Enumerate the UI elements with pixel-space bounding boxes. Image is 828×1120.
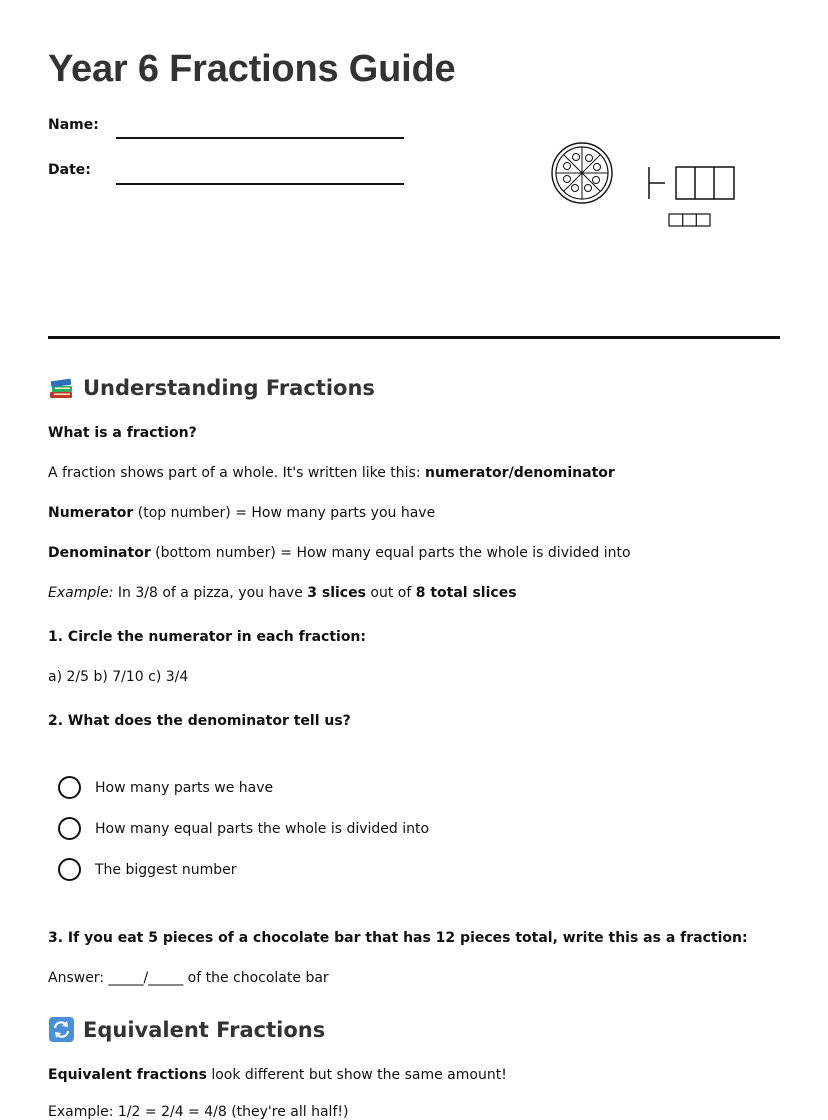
question-1: 1. Circle the numerator in each fraction: bbox=[48, 629, 367, 645]
name-field[interactable] bbox=[116, 137, 404, 139]
equivalent-example: Example: 1/2 = 2/4 = 4/8 (they're all half!) bbox=[48, 1104, 349, 1120]
q2-option-3[interactable] bbox=[58, 858, 237, 881]
equivalent-intro bbox=[48, 1067, 507, 1083]
date-label: Date: bbox=[48, 162, 91, 178]
radio-button[interactable] bbox=[58, 817, 81, 840]
denominator-definition bbox=[48, 545, 631, 561]
section-heading-text: Understanding Fractions bbox=[83, 375, 375, 400]
intro-text bbox=[48, 465, 615, 481]
page-title: Year 6 Fractions Guide bbox=[48, 48, 456, 90]
date-field[interactable] bbox=[116, 183, 404, 185]
repeat-arrows-icon bbox=[48, 1016, 75, 1043]
pizza-example bbox=[48, 585, 517, 601]
denominator-term: Denominator bbox=[48, 545, 151, 561]
q2-option-1[interactable] bbox=[58, 776, 273, 799]
option-label: How many equal parts the whole is divided into bbox=[95, 820, 430, 837]
example-bold-1: 3 slices bbox=[307, 585, 366, 601]
equivalent-term: Equivalent fractions bbox=[48, 1067, 207, 1083]
section-heading-text: Equivalent Fractions bbox=[83, 1017, 326, 1042]
example-text-1: In 3/8 of a pizza, you have bbox=[113, 585, 308, 601]
question-what-is-fraction: What is a fraction? bbox=[48, 425, 197, 441]
example-text-2: out of bbox=[365, 585, 416, 601]
section-heading-understanding bbox=[48, 374, 375, 401]
question-3: 3. If you eat 5 pieces of a chocolate bar that has 12 pieces total, write this as a fraction: bbox=[48, 930, 748, 946]
option-label: How many parts we have bbox=[95, 779, 274, 796]
name-label: Name: bbox=[48, 117, 99, 133]
chocolate-bar-illustration-icon bbox=[645, 163, 739, 231]
section-divider bbox=[48, 336, 780, 339]
numerator-definition bbox=[48, 505, 435, 521]
question-1-items: a) 2/5 b) 7/10 c) 3/4 bbox=[48, 669, 189, 685]
q2-option-2[interactable] bbox=[58, 817, 429, 840]
denominator-desc: (bottom number) = How many equal parts the whole is divided into bbox=[150, 545, 631, 561]
radio-button[interactable] bbox=[58, 776, 81, 799]
radio-button[interactable] bbox=[58, 858, 81, 881]
books-icon bbox=[48, 374, 75, 401]
question-2: 2. What does the denominator tell us? bbox=[48, 713, 351, 729]
question-3-answer-line[interactable]: Answer: _____/_____ of the chocolate bar bbox=[48, 970, 329, 986]
intro-text-plain: A fraction shows part of a whole. It's written like this: bbox=[48, 465, 425, 481]
equivalent-desc: look different but show the same amount! bbox=[206, 1067, 507, 1083]
numerator-desc: (top number) = How many parts you have bbox=[133, 505, 436, 521]
option-label: The biggest number bbox=[95, 861, 237, 878]
section-heading-equivalent bbox=[48, 1016, 325, 1043]
pizza-illustration-icon bbox=[548, 139, 616, 207]
numerator-term: Numerator bbox=[48, 505, 134, 521]
example-bold-2: 8 total slices bbox=[415, 585, 517, 601]
example-label: Example: bbox=[48, 585, 114, 601]
intro-text-bold: numerator/denominator bbox=[425, 465, 615, 481]
